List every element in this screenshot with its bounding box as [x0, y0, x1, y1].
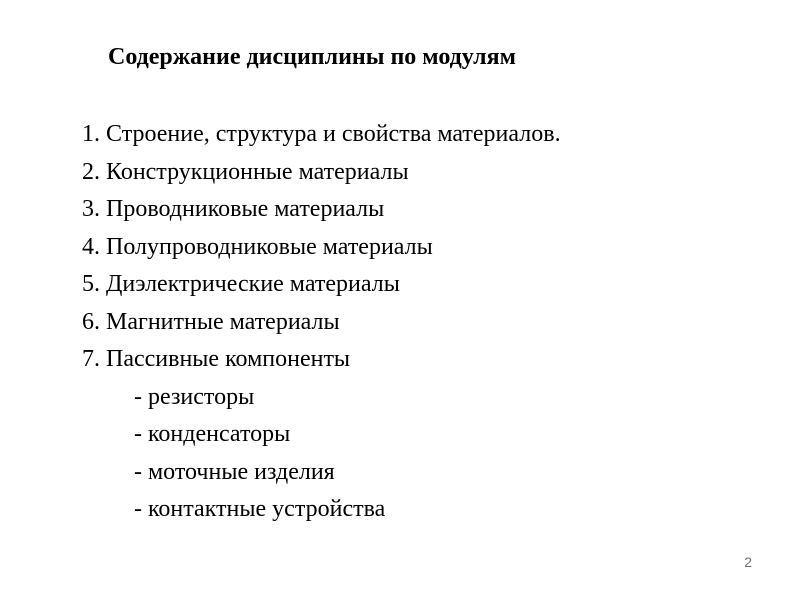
module-list [82, 116, 561, 529]
component-subitem: - конденсаторы [134, 421, 291, 447]
module-item: 6. Магнитные материалы [82, 308, 340, 335]
module-item: 4. Полупроводниковые материалы [82, 233, 433, 260]
component-subitem: - резисторы [134, 383, 255, 410]
module-item: 1. Строение, структура и свойства материалов. [82, 121, 561, 147]
component-subitem: - контактные устройства [134, 496, 386, 522]
page-number: 2 [744, 554, 752, 570]
slide-title: Содержание дисциплины по модулям [108, 44, 516, 70]
module-item: 3. Проводниковые материалы [82, 196, 385, 222]
component-subitem: - моточные изделия [134, 458, 335, 485]
module-item: 5. Диэлектрические материалы [82, 271, 400, 297]
module-item: 7. Пассивные компоненты [82, 346, 351, 372]
module-item: 2. Конструкционные материалы [82, 158, 409, 185]
